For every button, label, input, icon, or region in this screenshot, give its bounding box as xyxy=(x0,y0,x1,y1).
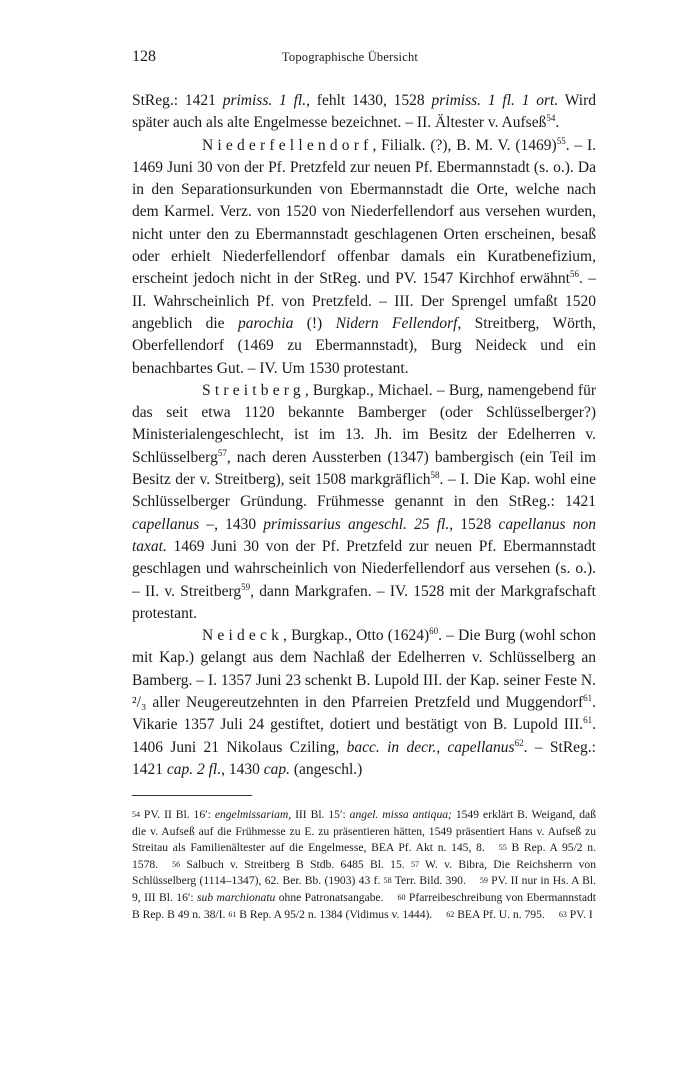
footnote-ref: 61 xyxy=(583,715,593,726)
footnote-divider xyxy=(132,795,252,796)
entry-heading: Streitberg xyxy=(202,381,305,399)
footnotes xyxy=(132,807,596,923)
footnote-ref: 55 xyxy=(556,135,566,146)
entry-heading: Niederfellendorf xyxy=(202,136,373,154)
footnote-ref: 54 xyxy=(546,113,556,124)
paragraph-continuation: StReg.: 1421 primiss. 1 fl., fehlt 1430, 1528 primiss. 1 fl. 1 ort. Wird später auch als alte Engelmesse bezeichnet. – II. Ältester v. Aufseß$^{54}$. xyxy=(132,92,596,132)
page-header xyxy=(0,48,700,72)
entry-neideck: Neideck, Burgkap., Otto $(1624)^{60}$. – Die Burg (wohl schon mit Kap.) gelangt aus dem Nachlaß der Edelherren v. Schlüsselberg an Bamberg. – I. 1357 Juni 23 schenkt B. Lupold III. der Kap. seiner Feste N. ²/₃ aller Neugereutzehnten in den Pfarreien Pretzfeld und Muggendorf$^{61}$. Vikarie 1357 Juli 24 gestiftet, dotiert und bestätigt von B. Lupold III.$^{61}$. 1406 Juni 21 Nikolaus Cziling, bacc. in decr., capellanus$^{62}$. – StReg.: 1421 cap. 2 fl., 1430 cap. (angeschl.) xyxy=(132,626,596,778)
footnote-ref: 59 xyxy=(241,581,251,592)
footnote-ref: 57 xyxy=(217,447,227,458)
footnote-block: 54 PV. II Bl. 16′: engelmissariam, III Bl. 15′: angel. missa antiqua; 1549 erklärt B. Weigand, daß die v. Aufseß auf die Frühmesse zu E. zu präsentieren hätten, 1549 präsentiert Hans v. Aufseß zu Streitau als Familienältester auf die Engelmesse, BEA Pf. Akt n. 145, 8. 55 B Rep. A 95/2 n. 1578. 56 Salbuch v. Streitberg B Stdb. 6485 Bl. 15. 57 W. v. Bibra, Die Reichsherrn von Schlüsselberg (1114–1347), 62. Ber. Bb. (1903) 43 f. 58 Terr. Bild. 390. 59 PV. II nur in Hs. A Bl. 9, III Bl. 16′: sub marchionatu ohne Patronatsangabe. 60 Pfarreibeschreibung von Ebermannstadt B Rep. B 49 n. 38/I. 61 B Rep. A 95/2 n. 1384 (Vidimus v. 1444). 62 BEA Pf. U. n. 795. 63 PV. I xyxy=(132,808,597,921)
entry-niederfellendorf: Niederfellendorf, Filialk. (?), B. M. V. $(1469)^{55}$. – I. 1469 Juni 30 von der Pf. Pretzfeld zur neuen Pf. Ebermannstadt (s. o.). Da in den Separationsurkunden von Ebermannstadt die Orte, welche nach dem Karmel. Verz. von 1520 von Niederfellendorf aus versehen wurden, nicht unter den zu Ebermannstadt geschlagenen Orten erscheinen, besaß oder erhielt Niederfellendorf offenbar damals ein Kuratbenefizium, erscheint jedoch nicht in der StReg. und PV. 1547 Kirchhof erwähnt$^{56}$. – II. Wahrscheinlich Pf. von Pretzfeld. – III. Der Sprengel umfaßt 1520 angeblich die parochia (!) Nidern Fellendorf, Streitberg, Wörth, Oberfellendorf (1469 zu Ebermannstadt), Burg Neideck und ein benachbartes Gut. – IV. Um 1530 protestant. xyxy=(132,135,597,377)
page-number: 128 xyxy=(132,48,156,65)
footnote-ref: 60 xyxy=(429,626,439,637)
entry-streitberg: Streitberg, Burgkap., Michael. – Burg, namengebend für das seit etwa 1120 bekannte Bamberger (oder Schlüsselberger?) Ministerialengeschlecht, ist im 13. Jh. im Besitz der Edelherren v. Schlüsselberg$^{57}$, nach deren Aussterben (1347) bambergisch (ein Teil im Besitz der v. Streitberg), seit 1508 markgräflich$^{58}$. – I. Die Kap. wohl eine Schlüsselberger Gründung. Frühmesse genannt in den StReg.: 1421 capellanus –, 1430 primissarius angeschl. 25 fl., 1528 capellanus non taxat. 1469 Juni 30 von der Pf. Pretzfeld zur neuen Pf. Ebermannstadt geschlagen und wahrscheinlich von Niederfellendorf aus versehen (s. o.). – II. v. Streitberg$^{59}$, dann Markgrafen. – IV. 1528 mit der Markgrafschaft protestant. xyxy=(132,381,597,622)
footnote-ref: 58 xyxy=(430,470,440,481)
footnote-ref: 62 xyxy=(514,737,524,748)
footnote-ref: 56 xyxy=(569,269,579,280)
footnote-ref: 61 xyxy=(583,693,593,704)
entry-heading: Neideck xyxy=(202,627,284,645)
main-text xyxy=(132,90,596,781)
running-title: Topographische Übersicht xyxy=(281,50,419,64)
